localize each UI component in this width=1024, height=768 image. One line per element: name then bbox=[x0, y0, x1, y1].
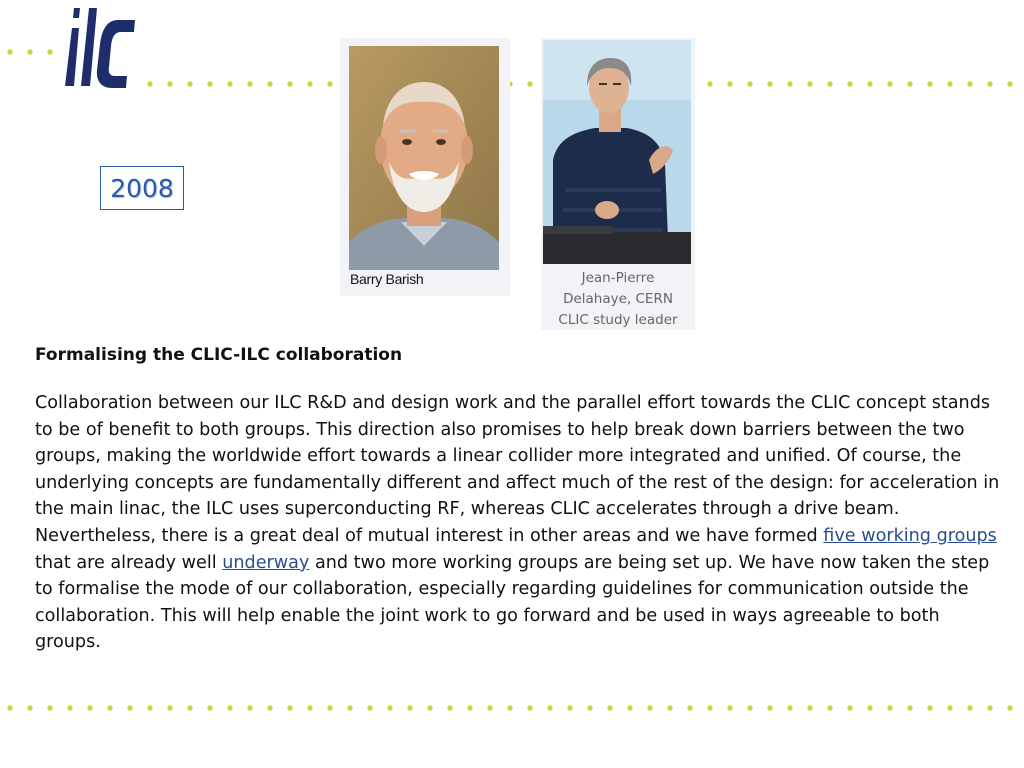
body-text-3: and two more working groups are being set up. We have now taken the step to formalise the mode of our collaboration, especially regarding guidelines for communication outside the collaboration. This will help enable the joint work to go forward and be used in ways agreeable to both groups. bbox=[35, 552, 990, 653]
article-body bbox=[35, 390, 1010, 656]
delahaye-caption-line-1: Jean-Pierre bbox=[581, 270, 655, 286]
bottom-dotted-line bbox=[0, 705, 1024, 711]
five-working-groups-link[interactable]: five working groups bbox=[823, 525, 997, 546]
photo-card-barish bbox=[340, 38, 510, 296]
underway-link[interactable]: underway bbox=[222, 552, 310, 573]
body-text-1: Collaboration between our ILC R&D and design work and the parallel effort towards the CLIC concept stands to be of benefit to both groups. This direction also promises to help break down barriers between the two groups, making the worldwide effort towards a linear collider more integrated and unified. Of course, the underlying concepts are fundamentally different and affect much of the rest of the design: for acceleration in the main linac, the ILC uses superconducting RF, whereas CLIC accelerates through a drive beam. Nevertheless, there is a great deal of mutual interest in other areas and we have formed bbox=[35, 393, 1000, 546]
delahaye-caption bbox=[541, 268, 695, 331]
photo-card-delahaye bbox=[541, 38, 695, 330]
barish-portrait bbox=[349, 46, 499, 270]
ilc-logo bbox=[60, 4, 140, 92]
logo-text: ilc bbox=[60, 4, 62, 5]
delahaye-photo bbox=[543, 40, 691, 264]
body-text-2: that are already well bbox=[35, 552, 223, 573]
top-left-dotted-line bbox=[0, 49, 60, 55]
year-badge: 2008 bbox=[100, 166, 184, 210]
article-title: Formalising the CLIC-ILC collaboration bbox=[35, 345, 403, 365]
barish-caption: Barry Barish bbox=[350, 271, 424, 287]
delahaye-caption-line-2: Delahaye, CERN bbox=[563, 291, 673, 307]
delahaye-caption-line-3: CLIC study leader bbox=[558, 312, 678, 328]
